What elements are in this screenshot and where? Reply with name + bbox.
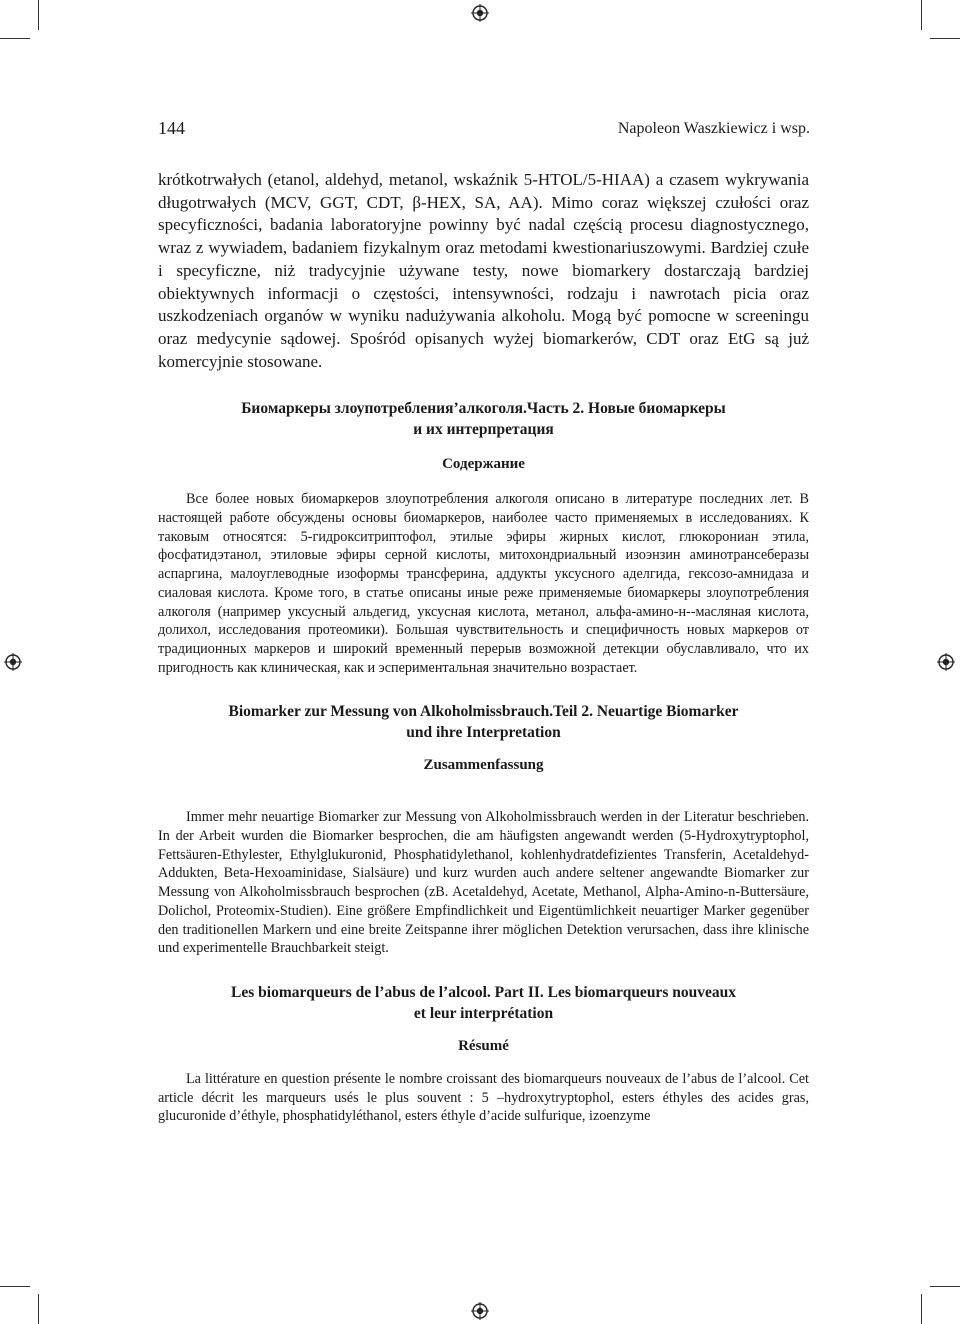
abstract-russian-heading: Содержание xyxy=(442,456,525,473)
running-head: Napoleon Waszkiewicz i wsp. xyxy=(617,120,810,137)
registration-mark-icon xyxy=(471,1302,489,1320)
page-header xyxy=(158,118,810,142)
abstract-german-heading: Zusammenfassung xyxy=(423,757,544,774)
abstract-german-title-line2: und ihre Interpretation xyxy=(406,724,561,742)
abstract-russian-title xyxy=(158,398,809,440)
crop-mark-top-left-horizontal xyxy=(0,38,30,39)
crop-mark-bottom-right-vertical xyxy=(921,1294,922,1324)
crop-mark-bottom-right-horizontal xyxy=(930,1286,960,1287)
registration-mark-icon xyxy=(937,653,955,671)
abstract-russian-body: Все более новых биомаркеров злоупотребления алкоголя описано в литературе последних лет. В настоящей работе обсуждены основы биомаркеров, наиболее часто применяемых в исследованиях. К таковым относятся: 5-гидрокситриптофол, этилые эфиры жирных кислот, глюкорониан этила, фосфатидэтанол, этиловые эфиры серной кислоты, митохондриальный изоэнзин аминотрансеберазы аспаргина, малоуглеводные изоформы трансферина, аддукты уксусного аделгида, гексозо-амнидаза и сиаловая кислота. Кроме того, в статье описаны иные реже применяемые биомаркеры злоупотребления алкоголя (например уксусный альдегид, уксусная кислота, метанол, альфа-амино-н--масляная кислота, долихол, исследования протеомики). Большая чувствительность и специфичность новых маркеров от традиционных маркеров и широкий временный перерыв возможной детекции обуславливало, что их пригодность как клиническая, как и эспериментальная значительно возрастает. xyxy=(158,491,809,676)
abstract-french-body: La littérature en question présente le nombre croissant des biomarqueurs nouveaux de l’abus de l’alcool. Cet article décrit les marqueurs usés le plus souvent : 5 –hydroxytryptophol, esters éthyles des acides gras, glucuronide d’éthyle, phosphatidyléthanol, esters éthyle d’acide sulfurique, izoenzyme xyxy=(158,1070,809,1125)
crop-mark-bottom-left-horizontal xyxy=(0,1286,30,1287)
crop-mark-top-right-horizontal xyxy=(930,38,960,39)
body-paragraph-polish: krótkotrwałych (etanol, aldehyd, metanol, wskaźnik 5-HTOL/5-HIAA) a czasem wykrywania długotrwałych (MCV, GGT, CDT, β-HEX, SA, AA). Mimo coraz większej czułości oraz specyficzności, badania laboratoryjne powinny być nadal częścią procesu diagnostycznego, wraz z wywiadem, badaniem fizykalnym oraz metodami kwestionariuszowymi. Bardziej czułe i specyficzne, niż tradycyjnie używane testy, nowe biomarkery dostarczają bardziej obiektywnych informacji o częstości, intensywności, rodzaju i nawrotach picia oraz uszkodzeniach organów w wyniku nadużywania alkoholu. Mogą być pomocne w screeningu oraz medycynie sądowej. Spośród opisanych wyżej biomarkerów, CDT oraz EtG są już komercyjnie stosowane. xyxy=(158,170,809,371)
registration-mark-icon xyxy=(4,653,22,671)
abstract-german-title xyxy=(158,701,809,743)
abstract-german-body: Immer mehr neuartige Biomarker zur Messung von Alkoholmissbrauch werden in der Literatur beschrieben. In der Arbeit wurden die Biomarker besprochen, die am häufigsten angewandt werden (5-Hydroxytryptophol, Fettsäuren-Ethylester, Ethylglukuronid, Phosphatidylethanol, kohlenhydratdefizientes Transferin, Acetaldehyd-Addukten, Beta-Hexoaminidase, Sialsäure) und kurz wurden auch andere seltener angewandte Biomarker zur Messung von Alkoholmissbrauch besprochen (zB. Acetaldehyd, Acetate, Methanol, Alpha-Amino-n-Buttersäure, Dolichol, Proteomix-Studien). Eine größere Empfindlichkeit und Eigentümlichkeit neuartiger Marker gegenüber den traditionellen Markern und eine breite Zeitspanne ihrer möglichen Detektion verursachen, dass ihre klinische und experimentelle Brauchbarkeit steigt. xyxy=(158,809,809,957)
abstract-russian-title-line1: Биомаркеры злоупотребления’алкоголя.Часть 2. Новые биомаркеры xyxy=(241,400,726,418)
crop-mark-top-left-vertical xyxy=(38,0,39,30)
registration-mark-icon xyxy=(471,4,489,22)
page-content xyxy=(158,169,809,1126)
abstract-french-title-line2: et leur interprétation xyxy=(413,1004,554,1022)
crop-mark-top-right-vertical xyxy=(921,0,922,30)
abstract-french-title-line1: Les biomarqueurs de l’abus de l’alcool. Part II. Les biomarqueurs nouveaux xyxy=(231,983,736,1001)
abstract-french-title xyxy=(158,982,809,1024)
abstract-russian-title-line2: и их интерпретация xyxy=(413,421,554,439)
page-number: 144 xyxy=(158,118,185,138)
abstract-german-title-line1: Biomarker zur Messung von Alkoholmissbrauch.Teil 2. Neuartige Biomarker xyxy=(228,703,739,721)
crop-mark-bottom-left-vertical xyxy=(38,1294,39,1324)
abstract-french-heading: Résumé xyxy=(458,1037,509,1054)
